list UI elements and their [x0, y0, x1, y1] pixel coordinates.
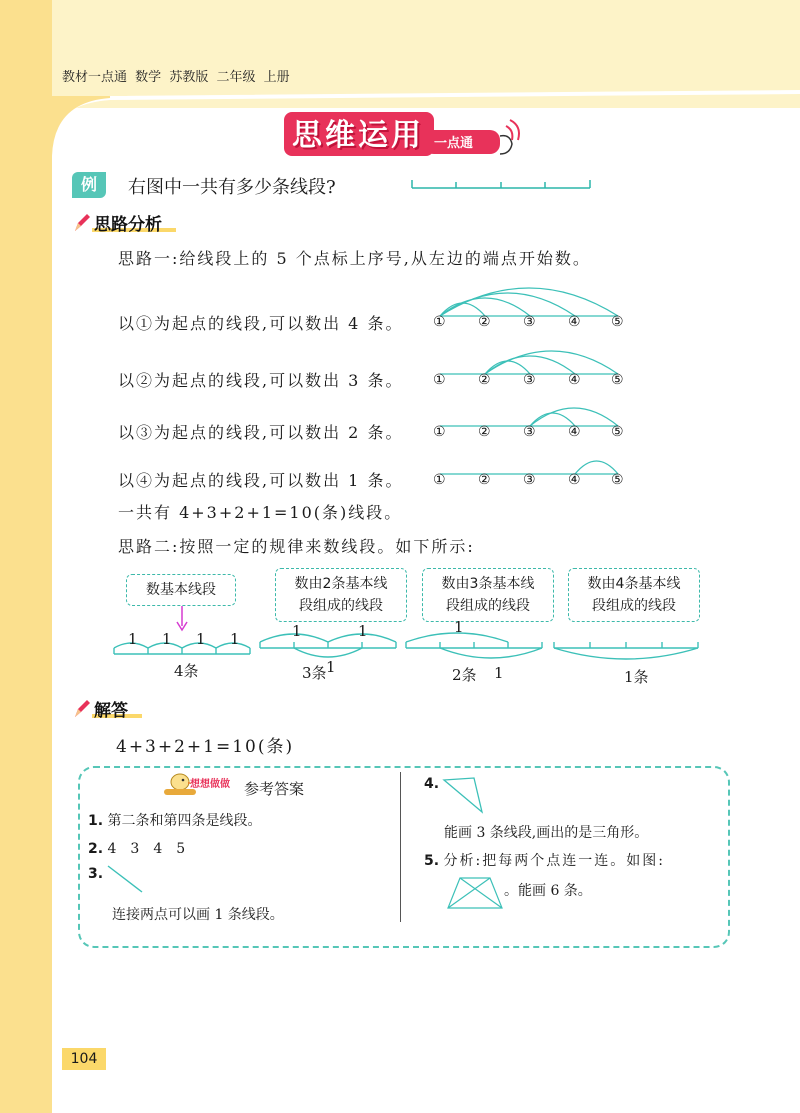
row-3-text: 以③为起点的线段,可以数出 2 条。 — [118, 423, 404, 442]
a3-line-figure — [104, 862, 148, 896]
a3-text: 连接两点可以画 1 条线段。 — [112, 907, 284, 923]
row-2-point-2: ② — [478, 372, 491, 388]
row-2-point-1: ① — [433, 372, 446, 388]
a4-triangle-figure — [440, 772, 490, 816]
section-title: 思维运用 — [292, 118, 424, 153]
box-two-line-1: 数由2条基本线 — [294, 576, 388, 592]
row-3-point-2: ② — [478, 424, 491, 440]
row-2-point-4: ④ — [568, 372, 581, 388]
page-number: 104 — [62, 1048, 106, 1070]
row-1-text: 以①为起点的线段,可以数出 4 条。 — [118, 314, 404, 333]
header-bar — [62, 66, 290, 85]
row-3-point-3: ③ — [523, 424, 536, 440]
row-4-point-4: ④ — [568, 472, 581, 488]
pencil-icon-2 — [72, 698, 92, 720]
a5-quad-figure — [446, 874, 506, 914]
solution-heading: 解答 — [94, 701, 128, 721]
d2-one-a: 1 — [292, 622, 302, 640]
box-three-line-1: 数由3条基本线 — [441, 576, 535, 592]
box-four-line-1: 数由4条基本线 — [587, 576, 681, 592]
reference-divider — [400, 772, 401, 922]
a5-tail: 。能画 6 条。 — [504, 883, 592, 899]
example-tag: 例 — [72, 172, 106, 198]
row-4-point-1: ① — [433, 472, 446, 488]
row-2-arc-3 — [485, 351, 618, 374]
row-3-point-4: ④ — [568, 424, 581, 440]
box-basic-line: 数基本线段 — [146, 582, 216, 598]
row-1-point-3: ③ — [523, 314, 536, 330]
band-corner — [52, 96, 112, 156]
d1-count: 4条 — [174, 662, 199, 680]
a3-num: 3. — [88, 866, 104, 882]
box-three-line-2: 段组成的线段 — [446, 598, 530, 614]
d1-one-c: 1 — [196, 630, 206, 648]
header-volume: 上册 — [263, 70, 290, 85]
d1-one-b: 1 — [162, 630, 172, 648]
row-3-point-5: ⑤ — [611, 424, 624, 440]
section-title-sub: 一点通 — [434, 136, 474, 151]
a2-num: 2. — [88, 841, 104, 857]
analysis-heading: 思路分析 — [94, 215, 162, 235]
d2-one-b: 1 — [358, 622, 368, 640]
row-1-arc-4 — [440, 288, 618, 316]
d1-one-d: 1 — [230, 630, 240, 648]
solution-answer: 4+3+2+1=10(条) — [116, 737, 295, 757]
row-1-point-5: ⑤ — [611, 314, 624, 330]
a1-text: 第二条和第四条是线段。 — [107, 813, 262, 829]
reference-title: 参考答案 — [244, 780, 305, 798]
header-edition: 苏教版 — [169, 70, 209, 85]
d1-one-a: 1 — [128, 630, 138, 648]
d2-one-c: 1 — [326, 658, 336, 676]
a5-num: 5. — [424, 853, 440, 869]
row-1-point-4: ④ — [568, 314, 581, 330]
total-line: 一共有 4+3+2+1=10(条)线段。 — [118, 503, 403, 522]
example-question: 右图中一共有多少条线段? — [128, 177, 336, 198]
box-two-line-2: 段组成的线段 — [299, 598, 383, 614]
header-book: 教材一点通 — [62, 70, 128, 85]
row-1-point-2: ② — [478, 314, 491, 330]
row-2-point-3: ③ — [523, 372, 536, 388]
reference-badge: 想想做做 — [190, 779, 230, 790]
box-basic — [126, 574, 236, 606]
row-2-text: 以②为起点的线段,可以数出 3 条。 — [118, 371, 404, 390]
method1-intro: 思路一:给线段上的 5 个点标上序号,从左边的端点开始数。 — [118, 249, 591, 268]
d2-count: 3条 — [302, 664, 327, 682]
a4-num: 4. — [424, 776, 440, 792]
row-4-point-2: ② — [478, 472, 491, 488]
row-2-point-5: ⑤ — [611, 372, 624, 388]
d3-one-a: 1 — [454, 618, 464, 636]
d4-count: 1条 — [624, 668, 649, 686]
box-four-line-2: 段组成的线段 — [592, 598, 676, 614]
row-3-point-1: ① — [433, 424, 446, 440]
d3-count: 2条 — [452, 666, 477, 684]
row-4-text: 以④为起点的线段,可以数出 1 条。 — [118, 471, 404, 490]
left-band — [0, 0, 52, 1113]
header-grade: 二年级 — [216, 70, 256, 85]
pencil-icon — [72, 212, 92, 234]
d3-one-b: 1 — [494, 664, 504, 682]
row-1-point-1: ① — [433, 314, 446, 330]
row-4-point-5: ⑤ — [611, 472, 624, 488]
a5-text: 分析:把每两个点连一连。如图: — [443, 853, 665, 869]
a4-text: 能画 3 条线段,画出的是三角形。 — [444, 825, 649, 841]
a2-text: 4 3 4 5 — [107, 841, 186, 857]
row-4-point-3: ③ — [523, 472, 536, 488]
question-segment-figure — [410, 176, 594, 192]
method2-intro: 思路二:按照一定的规律来数线段。如下所示: — [118, 537, 475, 556]
header-subject: 数学 — [135, 70, 162, 85]
a1-num: 1. — [88, 813, 104, 829]
